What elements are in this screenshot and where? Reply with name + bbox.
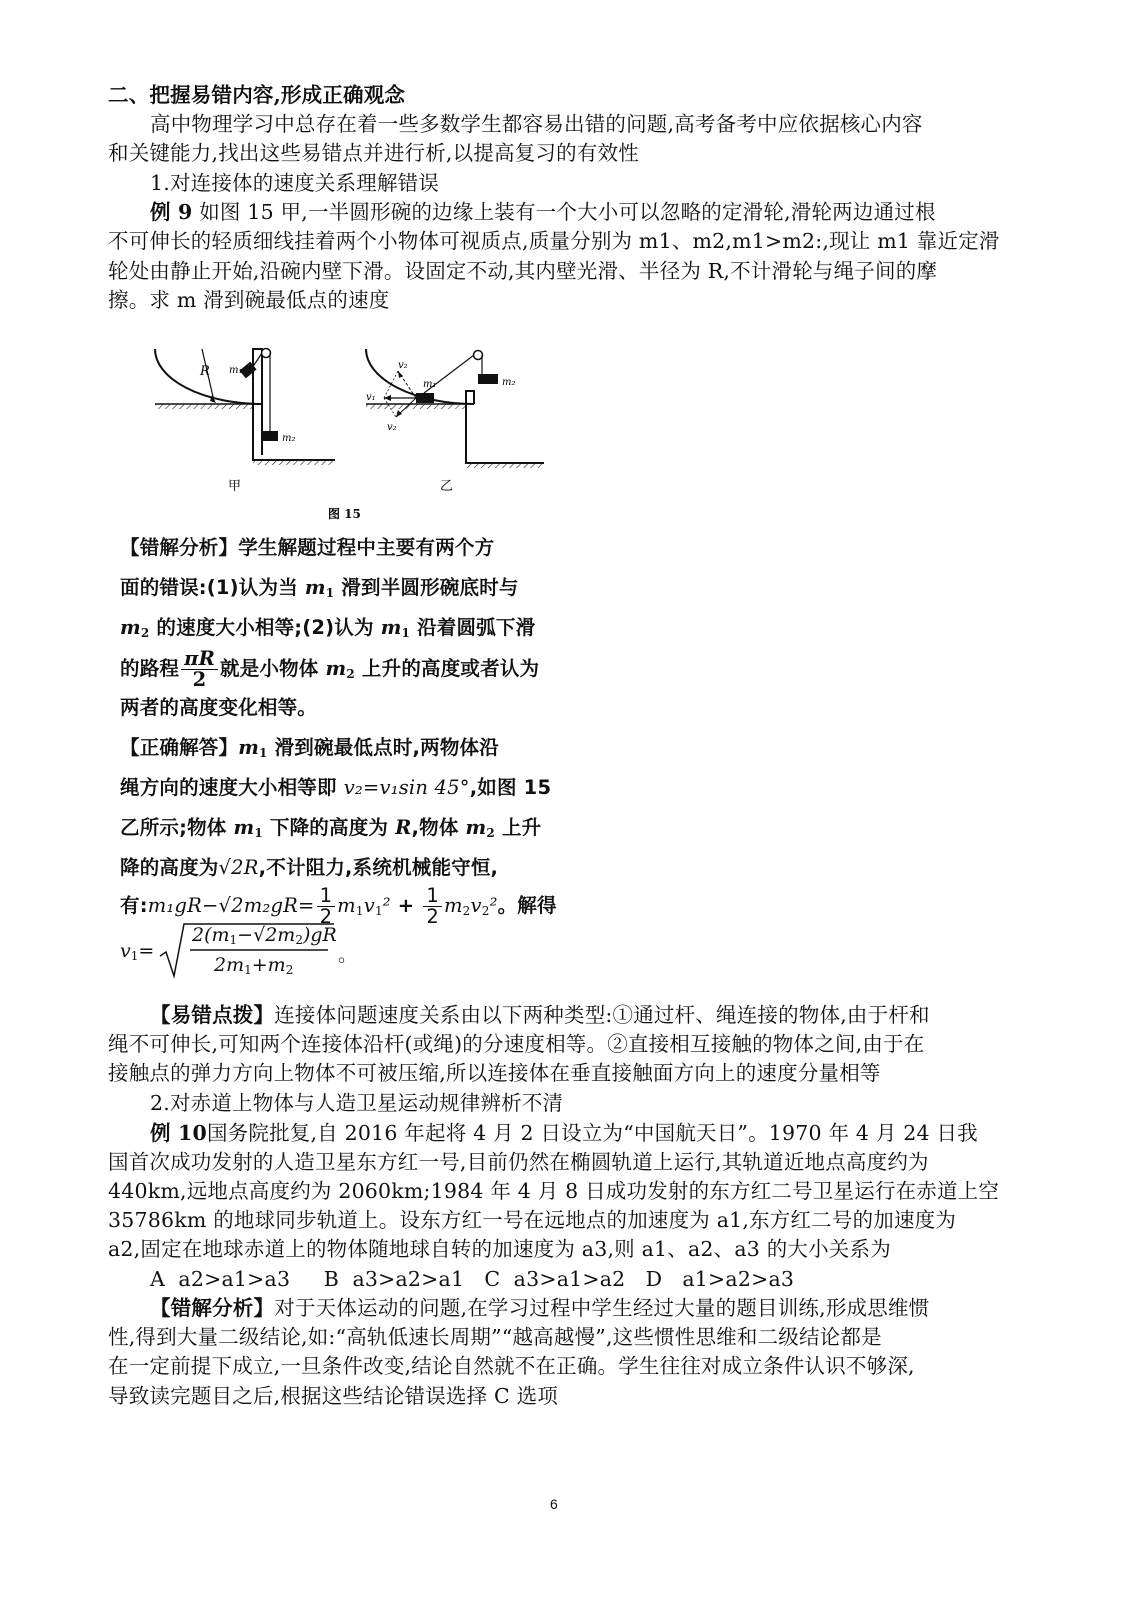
wrong-analysis-2-line-1: [150, 1293, 929, 1323]
label-m2-right: m₂: [502, 377, 516, 388]
ca-l5c: 。解得: [497, 894, 557, 917]
wrong-analysis-2-line-4: 导致读完题目之后,根据这些结论错误选择 C 选项: [108, 1384, 559, 1408]
wa1-l3b: 的速度大小相等;(2)认为: [156, 616, 374, 639]
example-10-text-1: 国务院批复,自 2016 年起将 4 月 2 日设立为“中国航天日”。1970 年 4 月 24 日我: [206, 1121, 978, 1145]
intro-line-1: 高中物理学习中总存在着一些多数学生都容易出错的问题,高考备考中应依据核心内容: [150, 112, 923, 136]
example-9-line-3: 轮处由静止开始,沿碗内壁下滑。设固定不动,其内壁光滑、半径为 R,不计滑轮与绳子间的摩: [108, 259, 938, 283]
ca-l3e: 上升: [501, 816, 542, 839]
correct-answer-tag: 【正确解答】: [120, 736, 239, 759]
tip-1-line-3: 接触点的弹力方向上物体不可被压缩,所以连接体在垂直接触面方向上的速度分量相等: [108, 1061, 881, 1085]
figure-right-diagram: [366, 349, 544, 494]
correct-answer-line-5: 有:m₁gR−√2m₂gR= $\frac{1}{2}$ $m_1v_1^2$ + $\frac{1}{2}$ $m_2v_2^2$。解得: [120, 884, 557, 928]
ca-l5a: 有:: [120, 894, 148, 917]
wrong-analysis-1-line-4: 的路程 $\frac{\pi R}{2}$ 就是小物体 $m_2$ 上升的高度或者认为: [120, 647, 540, 691]
wa1-l4c: 上升的高度或者认为: [361, 657, 540, 680]
point-2-title: 2.对赤道上物体与人造卫星运动规律辨析不清: [150, 1091, 564, 1115]
label-v2: v₂: [398, 360, 408, 371]
ca-l3b: 下降的高度为: [269, 816, 389, 839]
example-9-line-1: [150, 197, 936, 227]
example-10-line-1: [150, 1118, 978, 1148]
wrong-analysis-1-line-2: 面的错误:(1)认为当 $m_1$ 滑到半圆形碗底时与: [120, 576, 519, 600]
label-v2-prime: v₂: [387, 422, 397, 433]
correct-answer-line-2: [120, 768, 551, 808]
example-9-text-1: 如图 15 甲,一半圆形碗的边缘上装有一个大小可以忽略的定滑轮,滑轮两边通过根: [192, 200, 936, 224]
label-m1-right: m₁: [423, 379, 437, 390]
figure-15: [140, 335, 580, 535]
ca-l2a: 绳方向的速度大小相等即: [120, 776, 337, 799]
tip-1-tag: 【易错点拨】: [150, 1003, 275, 1027]
wrong-analysis-1-line-3: $m_2$ 的速度大小相等;(2)认为 $m_1$ 沿着圆弧下滑: [120, 616, 536, 640]
example-9-label: 例 9: [150, 200, 193, 224]
wa1-l3c: 沿着圆弧下滑: [417, 616, 536, 639]
example-10-line-2: 国首次成功发射的人造卫星东方红一号,目前仍然在椭圆轨道上运行,其轨道近地点高度约为: [108, 1150, 929, 1174]
wa1-l4b: 就是小物体: [220, 657, 319, 680]
ca-l3d: ,物体: [411, 816, 459, 839]
figure-caption: 图 15: [328, 507, 361, 521]
label-m1-left: m₁: [229, 365, 243, 376]
ca-l2c: ,如图 15: [469, 776, 552, 799]
ca-l5b: m₁gR−√2m₂gR=: [147, 894, 315, 917]
ca-l2b: v₂=v₁sin 45°: [343, 776, 470, 799]
wrong-analysis-1-line-1: [120, 528, 494, 568]
point-1-title: 1.对连接体的速度关系理解错误: [150, 171, 440, 195]
label-R: R: [200, 364, 210, 379]
wrong-analysis-1-tag: 【错解分析】: [120, 536, 239, 559]
example-10-line-4: 35786km 的地球同步轨道上。设东方红一号在远地点的加速度为 a1,东方红二号的加速度为: [108, 1208, 957, 1232]
example-9-line-4: 擦。求 m 滑到碗最低点的速度: [108, 288, 390, 312]
tip-1-line-1: [150, 1000, 930, 1030]
section-heading: 二、把握易错内容,形成正确观念: [108, 83, 406, 107]
ca-l1: 滑到碗最低点时,两物体沿: [274, 736, 499, 759]
tip-1-line-2: 绳不可伸长,可知两个连接体沿杆(或绳)的分速度相等。②直接相互接触的物体之间,由于在: [108, 1032, 925, 1056]
wrong-analysis-2-line-2: 性,得到大量二级结论,如:“高轨低速长周期”“越高越慢”,这些惯性思维和二级结论都是: [108, 1325, 882, 1349]
wrong-analysis-2-tag: 【错解分析】: [150, 1296, 275, 1320]
example-10-options: A a2>a1>a3 B a3>a2>a1 C a3>a1>a2 D a1>a2>a3: [150, 1267, 795, 1291]
figure-label-left: 甲: [228, 479, 242, 494]
example-10-line-5: a2,固定在地球赤道上的物体随地球自转的加速度为 a3,则 a1、a2、a3 的大小关系为: [108, 1237, 891, 1261]
example-10-label: 例 10: [150, 1121, 207, 1145]
ca-l3a: 乙所示;物体: [120, 816, 227, 839]
fraction-piR-over-2: $\frac{\pi R}{2}$: [181, 649, 218, 690]
wrong-analysis-1-text-1: 学生解题过程中主要有两个方: [238, 536, 495, 559]
intro-line-2: 和关键能力,找出这些易错点并进行析,以提高复习的有效性: [108, 141, 639, 165]
page-number: 6: [550, 1496, 558, 1512]
figure-left-diagram: [155, 349, 335, 495]
formula-end: 。: [338, 944, 358, 966]
wa1-l4a: 的路程: [120, 657, 180, 680]
example-9-line-2: 不可伸长的轻质细线挂着两个小物体可视质点,质量分别为 m1、m2,m1>m2:,现让 m1 靠近定滑: [108, 229, 1000, 253]
wrong-analysis-2-line-3: 在一定前提下成立,一旦条件改变,结论自然就不在正确。学生往往对成立条件认识不够深,: [108, 1354, 915, 1378]
label-v1: v₁: [366, 392, 376, 403]
ca-l4b: √2R: [218, 856, 259, 879]
ca-l4c: ,不计阻力,系统机械能守恒,: [258, 856, 499, 879]
wrong-analysis-1-line-5: 两者的高度变化相等。: [120, 696, 318, 719]
figure-label-right: 乙: [440, 479, 454, 494]
tip-1-text-1: 连接体问题速度关系由以下两种类型:①通过杆、绳连接的物体,由于杆和: [274, 1003, 930, 1027]
ca-l4a: 降的高度为: [120, 856, 219, 879]
correct-answer-line-1: 【正确解答】$m_1$ 滑到碗最低点时,两物体沿: [120, 736, 499, 760]
ca-l3c: R: [395, 816, 412, 839]
label-m2-left: m₂: [282, 433, 296, 444]
wrong-analysis-2-text-1: 对于天体运动的问题,在学习过程中学生经过大量的题目训练,形成思维惯: [274, 1296, 930, 1320]
wa1-l2: 面的错误:(1)认为当: [120, 576, 298, 599]
correct-answer-line-3: 乙所示;物体 $m_1$ 下降的高度为 R,物体 $m_2$ 上升: [120, 816, 542, 840]
example-10-line-3: 440km,远地点高度约为 2060km;1984 年 4 月 8 日成功发射的东方红二号卫星运行在赤道上空: [108, 1179, 1000, 1203]
document-page: 二、把握易错内容,形成正确观念 高中物理学习中总存在着一些多数学生都容易出错的问题,高考备考中应依据核心内容 和关键能力,找出这些易错点并进行析,以提高复习的有效性 1.对连接体的速度关系理解错误 例 9 如图 15 甲,一半圆形碗的边缘上装有一个大小可以忽略的定滑轮,滑轮两边通过根 不可伸长的轻质细线挂着两个小物体可视质点,质量分别为 m1、m2,m1>m2:,现让 m1 靠近定滑 轮处由静止开始,沿碗内壁下滑。设固定不动,其内壁光滑、半径为 R,不计滑轮与绳子间的摩 擦。求 m 滑到碗最低点的速度 R m₁ m₂ 甲 m₁ m₂ v₁ v₂ v₂ 乙 图 15 【错解分析】学生解题过程中主要有两个方 面的错误:(1)认为当 $m_1$ 滑到半圆形碗底时与 $m_2$ 的速度大小相等;(2)认为 $m_1$ 沿着圆弧下滑 的路程 $\frac{\pi R}{2}$ 就是小物体 $m_2$ 上升的高度或者认为 两者的高度变化相等。 【正确解答】$m_1$ 滑到碗最低点时,两物体沿 绳方向的速度大小相等即 v₂=v₁sin 45°,如图 15 乙所示;物体 $m_1$ 下降的高度为 R,物体 $m_2$ 上升 降的高度为√2R,不计阻力,系统机械能守恒, 有:m₁gR−√2m₂gR= $\frac{1}{2}$ $m_1v_1^2$ + $\frac{1}{2}$ $m_2v_2^2$。解得 $v_1=$ $2(m_1-√2m_2)gR$ $2m_1+m_2$ 。 【易错点拨】连接体问题速度关系由以下两种类型:①通过杆、绳连接的物体,由于杆和 绳不可伸长,可知两个连接体沿杆(或绳)的分速度相等。②直接相互接触的物体之间,由于在 接触点的弹力方向上物体不可被压缩,所以连接体在垂直接触面方向上的速度分量相等 2.对赤道上物体与人造卫星运动规律辨析不清 例 10国务院批复,自 2016 年起将 4 月 2 日设立为“中国航天日”。1970 年 4 月 24 日我 国首次成功发射的人造卫星东方红一号,目前仍然在椭圆轨道上运行,其轨道近地点高度约为 440km,远地点高度约为 2060km;1984 年 4 月 8 日成功发射的东方红二号卫星运行在赤道上空 35786km 的地球同步轨道上。设东方红一号在远地点的加速度为 a1,东方红二号的加速度为 a2,固定在地球赤道上的物体随地球自转的加速度为 a3,则 a1、a2、a3 的大小关系为 A a2>a1>a3 B a3>a2>a1 C a3>a1>a2 D a1>a2>a3 【错解分析】对于天体运动的问题,在学习过程中学生经过大量的题目训练,形成思维惯 性,得到大量二级结论,如:“高轨低速长周期”“越高越慢”,这些惯性思维和二级结论都是 在一定前提下成立,一旦条件改变,结论自然就不在正确。学生往往对成立条件认识不够深, 导致读完题目之后,根据这些结论错误选择 C 选项 6: [0, 0, 1131, 1600]
wa1-l2b: 滑到半圆形碗底时与: [341, 576, 519, 599]
